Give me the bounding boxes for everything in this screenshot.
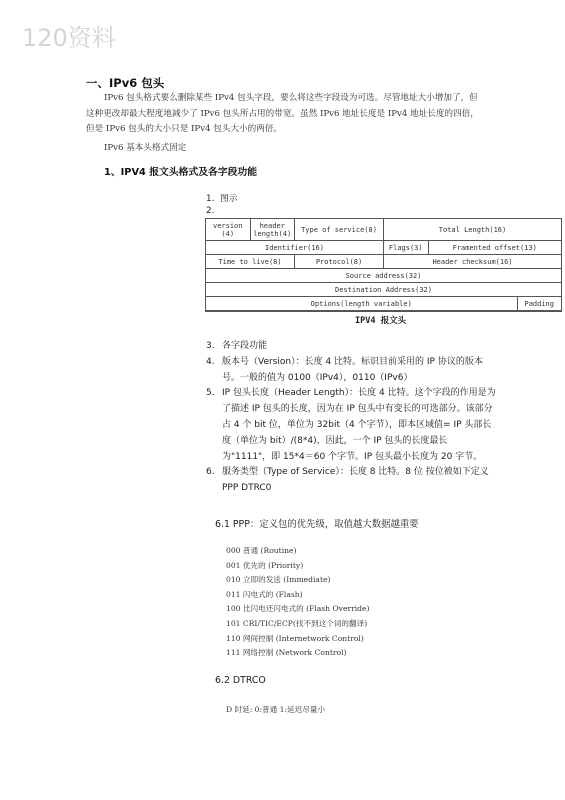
list-text: IP 包头长度（Header Length）：长度 4 比特。这个字段的作用是为了描述 IP 包头的长度，因为在 IP 包头中有变长的可选部分。该部分占 4 个 bit 位，单位为 32bit（4 个字节），即本区域值= IP 头部长度（单位为 bit）/(8*4)，因此，一个 IP 包头的长度最长为"1111"，即 15*4＝60 个字节。IP 包头最小长度为 20 字节。 [222, 388, 496, 462]
header-field: Padding [518, 297, 563, 311]
priority-level-list [226, 544, 369, 661]
list-item [206, 355, 496, 387]
intro-paragraph: IPv6 包头格式要么删除某些 IPv4 包头字段，要么将这些字段设为可选。尽管地址大小增加了，但这种更改却最大程度地减少了 IPv6 包头所占用的带宽。虽然 IPv6 地址长度是 IPv4 地址长度的四倍，但是 IPv6 包头的大小只是 IPv4 包头大小的两倍。 [86, 93, 479, 134]
list-item-2 [206, 206, 214, 216]
header-row [205, 269, 562, 283]
header-row [205, 218, 562, 241]
header-row [205, 255, 562, 269]
list-number: 1. [206, 194, 215, 204]
header-row [205, 283, 562, 297]
list-number: 4. [206, 356, 215, 367]
section-heading-ipv6: 一、IPv6 包头 [86, 76, 165, 90]
header-field: Type of service(8) [295, 219, 384, 241]
list-number: 5. [206, 388, 215, 399]
list-text: 各字段功能 [222, 341, 268, 351]
priority-level: 010 立即的发送 (Immediate) [226, 575, 331, 585]
subheading-basic-header: IPv6 基本头格式固定 [104, 143, 187, 153]
header-field: Header checksum(16) [384, 255, 562, 269]
header-field: Time to live(8) [206, 255, 295, 269]
section-heading-ipv4: 1、IPV4 报文头格式及各字段功能 [104, 167, 258, 178]
header-row [205, 241, 562, 255]
field-function-list [206, 339, 496, 497]
header-row [205, 297, 562, 312]
priority-level: 110 网间控制 (Internetwork Control) [226, 633, 364, 643]
ipv4-header-diagram [205, 218, 562, 312]
header-field: Flags(3) [384, 241, 429, 255]
header-field: header length(4) [251, 219, 296, 241]
delay-bit-note: D 时延: 0:普通 1:延迟尽量小 [226, 705, 326, 714]
list-item [206, 339, 496, 355]
subsection-6-2: 6.2 DTRCO [215, 675, 266, 686]
header-field: Identifier(16) [206, 241, 384, 255]
priority-level: 011 闪电式的 (Flash) [226, 589, 303, 599]
header-field: Source address(32) [206, 269, 562, 283]
diagram-caption: IPV4 报文头 [355, 316, 407, 326]
header-field: Options(length variable) [206, 297, 518, 311]
header-field: version (4) [206, 219, 251, 241]
header-field: Total Length(16) [384, 219, 562, 241]
priority-level: 111 网络控制 (Network Control) [226, 648, 347, 658]
list-text: 版本号（Version）：长度 4 比特。标识目前采用的 IP 协议的版本号。一般的值为 0100（IPv4），0110（IPv6） [222, 356, 483, 383]
list-text: 服务类型（Type of Service）：长度 8 比特。8 位 按位被如下定义 PPP DTRC0 [222, 467, 489, 494]
list-item [206, 465, 496, 497]
header-field: Framented offset(13) [429, 241, 563, 255]
priority-level: 001 优先的 (Priority) [226, 560, 304, 570]
subsection-6-1: 6.1 PPP：定义包的优先级，取值越大数据越重要 [215, 519, 419, 530]
header-field: Protocol(8) [295, 255, 384, 269]
list-number: 6. [206, 467, 215, 478]
priority-level: 100 比闪电还闪电式的 (Flash Override) [226, 604, 370, 614]
header-field: Destination Address(32) [206, 283, 562, 297]
watermark: 120资料 [22, 24, 116, 52]
priority-level: 000 普通 (Routine) [226, 546, 297, 555]
list-item-1 [206, 191, 238, 204]
list-number: 2. [206, 206, 215, 216]
list-item [206, 386, 496, 465]
list-number: 3. [206, 341, 215, 351]
list-text: 图示 [220, 194, 238, 204]
priority-level: 101 CRI/TIC/ECP(找不到这个词的翻译) [226, 618, 368, 628]
